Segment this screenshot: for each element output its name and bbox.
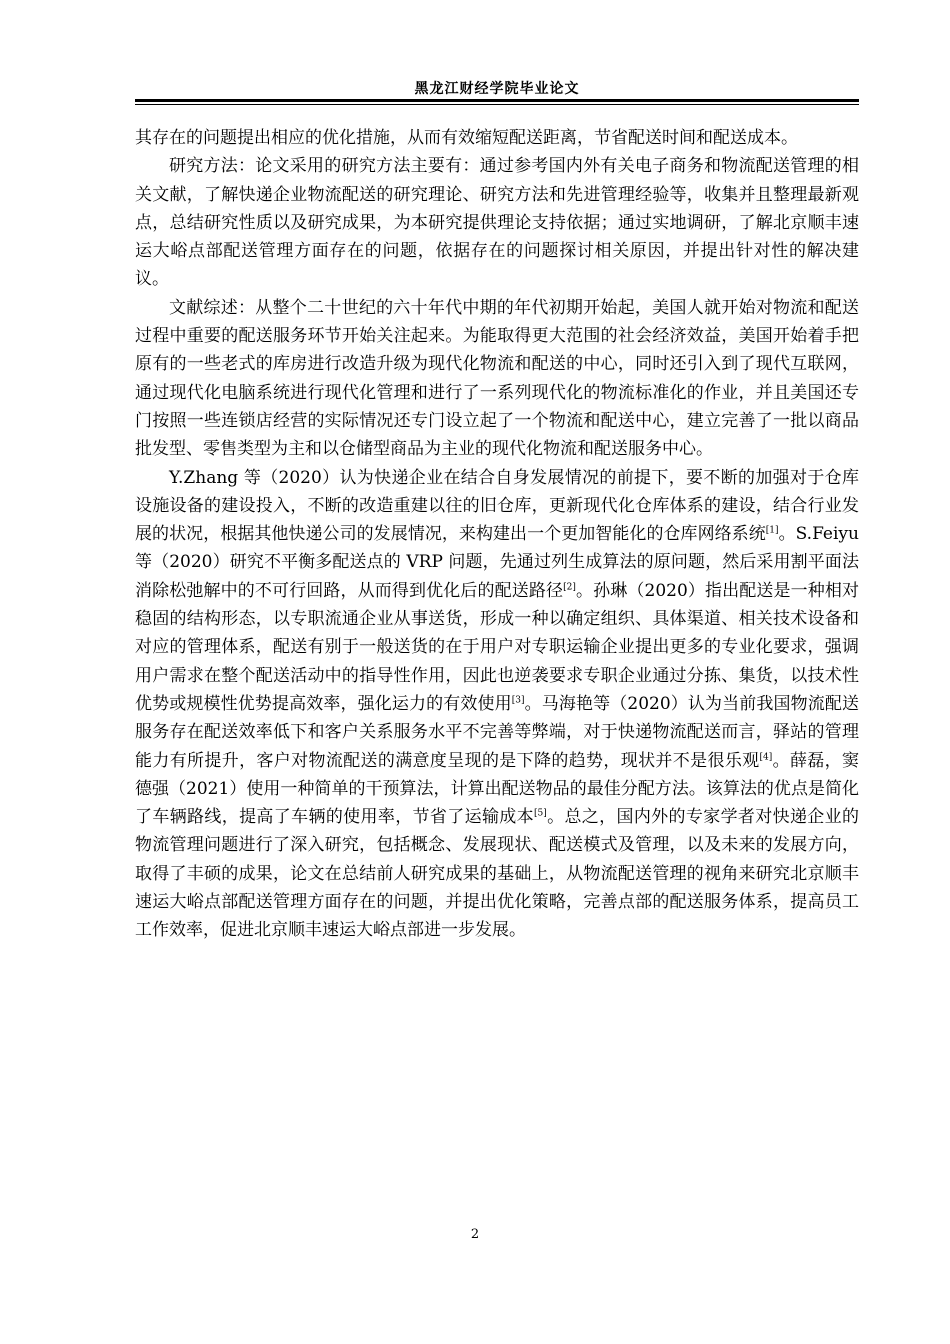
text-segment: 。薛磊，窦德强（2021）使用一种简单的干预算法，计算出配送物品的最佳分配方法。该算法的优点是简化了车辆路线，提高了车辆的使用率，节省了运输成本	[135, 750, 860, 828]
paragraph-continuation: 其存在的问题提出相应的优化措施，从而有效缩短配送距离，节省配送时间和配送成本。	[135, 128, 798, 148]
text-segment: Y.Zhang 等（2020）认为快递企业在结合自身发展情况的前提下，要不断的加强对于仓库设施设备的建设投入，不断的改造重建以往的旧仓库，更新现代化仓库体系的建设，结合行业发展的状况，根据其他快递公司的发展情况，来构建出一个更加智能化的仓库网络系统	[135, 467, 859, 545]
text-segment: 。马海艳等（2020）认为当前我国物流配送服务存在配送效率低下和客户关系服务水平不完善等弊端，对于快递物流配送而言，驿站的管理能力有所提升，客户对物流配送的满意度呈现的是下降的趋势，现状并不是很乐观	[135, 693, 860, 771]
citation-ref: [5]	[534, 808, 547, 819]
document-body	[135, 124, 859, 945]
text-segment: 。S.Feiyu 等（2020）研究不平衡多配送点的 VRP 问题，先通过列生成算法的原问题，然后采用割平面法消除松弛解中的不可行回路，从而得到优化后的配送路径	[135, 524, 859, 601]
paragraph-literature-review: 文献综述：从整个二十世纪的六十年代中期的年代初期开始起，美国人就开始对物流和配送过程中重要的配送服务环节开始关注起来。为能取得更大范围的社会经济效益，美国开始着手把原有的一些老式的库房进行改造升级为现代化物流和配送的中心，同时还引入到了现代互联网，通过现代化电脑系统进行现代化管理和进行了一系列现代化的物流标准化的作业，并且美国还专门按照一些连锁店经营的实际情况还专门设立起了一个物流和配送中心，建立完善了一批以商品批发型、零售类型为主和以仓储型商品为主业的现代化物流和配送服务中心。	[135, 297, 859, 460]
page-header-title: 黑龙江财经学院毕业论文	[414, 81, 580, 97]
paragraph-research-methods: 研究方法：论文采用的研究方法主要有：通过参考国内外有关电子商务和物流配送管理的相关文献，了解快递企业物流配送的研究理论、研究方法和先进管理经验等，收集并且整理最新观点，总结研究性质以及研究成果，为本研究提供理论支持依据；通过实地调研，了解北京顺丰速运大峪点部配送管理方面存在的问题，依据存在的问题探讨相关原因，并提出针对性的解决建议。	[135, 156, 859, 290]
paragraph-related-studies	[135, 464, 859, 945]
header-rule-thick	[135, 99, 859, 102]
citation-ref: [3]	[511, 695, 525, 706]
header-rule-thin	[135, 104, 859, 105]
citation-ref: [4]	[759, 751, 773, 762]
text-segment: 。孙琳（2020）指出配送是一种相对稳固的结构形态，以专职流通企业从事送货，形成一种以确定组织、具体渠道、相关技术设备和对应的管理体系，配送有别于一般送货的在于用户对专职运输企业提出更多的专业化要求，强调用户需求在整个配送活动中的指导性作用，因此也逆袭要求专职企业通过分拣、集货，以技术性优势或规模性优势提高效率，强化运力的有效使用	[135, 580, 860, 714]
page-number: 2	[470, 1227, 480, 1242]
text-segment: 。总之，国内外的专家学者对快递企业的物流管理问题进行了深入研究，包括概念、发展现状、配送模式及管理，以及未来的发展方向，取得了丰硕的成果，论文在总结前人研究成果的基础上，从物流配送管理的视角来研究北京顺丰速运大峪点部配送管理方面存在的问题，并提出优化策略，完善点部的配送服务体系，提高员工工作效率，促进北京顺丰速运大峪点部进一步发展。	[135, 807, 860, 941]
citation-ref: [2]	[563, 582, 576, 593]
citation-ref: [1]	[765, 525, 779, 536]
